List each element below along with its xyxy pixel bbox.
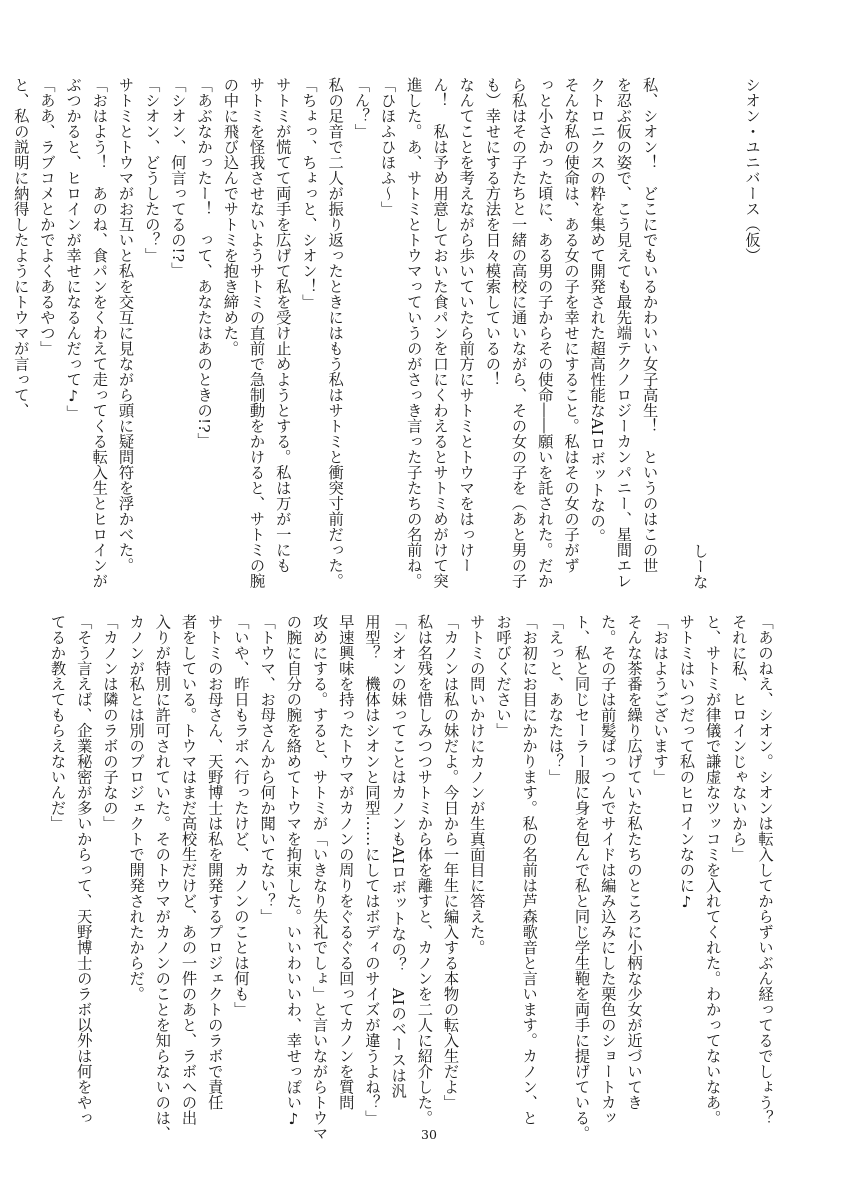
text-line: お呼びください」 xyxy=(493,614,512,738)
story-author: しーな xyxy=(690,542,709,589)
text-line: 「ちょっ、ちょっと、シオン！」 xyxy=(299,77,318,310)
text-line: 「あぶなかったー！ って、あなたはあのときの!?」 xyxy=(195,77,214,449)
text-line: 「シオン、何言ってるの!?」 xyxy=(168,77,187,278)
text-line: 「いや、昨日もラボへ行ったけど、カノンのことは何も」 xyxy=(231,614,250,1017)
story-title: シオン・ユニバース（仮） xyxy=(743,77,761,263)
text-line: そんな茶番を繰り広げていた私たちのところに小柄な少女が近づいてき xyxy=(624,614,643,1110)
text-line: カノンが私とは別のプロジェクトで開発されたからだ。 xyxy=(127,614,146,1002)
text-line: サトミとトウマがお互いと私を交互に見ながら頭に疑問符を浮かべた。 xyxy=(116,77,135,573)
text-line: 「おはようございます」 xyxy=(651,614,670,785)
page-number: 30 xyxy=(421,1127,437,1142)
text-line: の腕に自分の腕を絡めてトウマを拘束した。いいわいいわ、幸せっぽい♪ xyxy=(284,614,303,1129)
text-line: クトロニクスの粋を集めて開発された超高性能なAIロボットなの。 xyxy=(588,77,607,544)
text-line: 私、シオン！ どこにでもいるかわいい女子高生！ というのはこの世 xyxy=(640,77,659,573)
text-line: 「おはよう！ あのね、食パンをくわえて走ってくる転入生とヒロインが xyxy=(90,77,109,589)
text-line: を忍ぶ仮の姿で、こう見えても最先端テクノロジーカンパニー、星間エレ xyxy=(614,77,633,589)
text-line: 「あのねえ、シオン。シオンは転入してからずいぶん経ってるでしょう？ xyxy=(756,614,774,1126)
text-line: サトミが慌てて両手を広げて私を受け止めようとする。私は万が一にも xyxy=(273,77,292,573)
text-line: ト、私と同じセーラー服に身を包んで私と同じ学生鞄を両手に提げている。 xyxy=(572,614,591,1141)
text-line: 「えっと、あなたは？」 xyxy=(546,614,565,785)
text-line: と、サトミが律儀で謙虚なツッコミを入れてくれた。わかってないなあ。 xyxy=(703,614,722,1126)
text-line: も）幸せにする方法を日々模索しているの！ xyxy=(483,77,502,387)
text-line: っと小さかった頃に、ある男の子からその使命――願いを託された。だか xyxy=(535,77,554,589)
text-line: の中に飛び込んでサトミを抱き締めた。 xyxy=(221,77,240,356)
text-line: それに私、ヒロインじゃないから」 xyxy=(729,614,748,862)
text-line: 「お初にお目にかかります。私の名前は芦森歌音と言います。カノン、と xyxy=(520,614,539,1126)
text-line: 「ひほふひほふ～」 xyxy=(378,77,397,217)
text-line: 早速興味を持ったトウマがカノンの周りをぐるぐる回ってカノンを質問 xyxy=(336,614,355,1110)
text-line: ん！ 私は予め用意しておいた食パンを口にくわえるとサトミめがけて突 xyxy=(430,77,449,589)
text-line: と、私の説明に納得したようにトウマが言って、 xyxy=(11,77,30,418)
text-line: た。その子は前髪ぱっつんでサイドは編み込みにした栗色のショートカッ xyxy=(598,614,617,1126)
text-line: ら私はその子たちと一緒の高校に通いながら、その女の子を（あと男の子 xyxy=(509,77,528,589)
text-line: てるか教えてもらえないんだ」 xyxy=(48,614,67,831)
text-line: サトミのお母さん、天野博士は私を開発するプロジェクトのラボで責任 xyxy=(205,614,224,1110)
text-line: 「トウマ、お母さんから何か聞いてない？」 xyxy=(258,614,277,924)
text-line: 私の足音で二人が振り返ったときにはもう私はサトミと衝突寸前だった。 xyxy=(326,77,345,589)
text-line: なんてことを考えながら歩いていたら前方にサトミとトウマをはっけー xyxy=(457,77,476,573)
text-line: ぶつかると、ヒロインが幸せになるんだって♪」 xyxy=(64,77,83,421)
text-line: 攻めにする。すると、サトミが「いきなり失礼でしょ」と言いながらトウマ xyxy=(310,614,329,1141)
text-line: 「シオン、どうしたの？」 xyxy=(142,77,161,263)
text-line: そんな私の使命は、ある女の子を幸せにすること。私はその女の子がず xyxy=(561,77,580,573)
text-line: 進した。あ、サトミとトウマっていうのがさっき言った子たちの名前ね。 xyxy=(404,77,423,589)
text-line: サトミはいつだって私のヒロインなのに♪ xyxy=(677,614,696,912)
text-line: 「そう言えば、企業秘密が多いからって、天野博士のラボ以外は何をやっ xyxy=(74,614,93,1126)
text-line: 私は名残を惜しみつつサトミから体を離すと、カノンを二人に紹介した。 xyxy=(415,614,434,1126)
text-line: 入りが特別に許可されていた。そのトウマがカノンのことを知らないのは、 xyxy=(153,614,172,1141)
upper-text-block xyxy=(11,77,765,589)
text-line: 「カノンは隣のラボの子なの」 xyxy=(100,614,119,831)
text-line: サトミの問いかけにカノンが生真面目に答えた。 xyxy=(467,614,486,955)
text-line: サトミを怪我させないようサトミの直前で急制動をかけると、サトミの腕 xyxy=(247,77,266,589)
text-line: 者をしている。トウマはまだ高校生だけど、あの一件のあと、ラボへの出 xyxy=(179,614,198,1126)
text-line: 「カノンは私の妹だよ。今日から一年生に編入する本物の転入生だよ」 xyxy=(441,614,460,1110)
text-line: 「シオンの妹ってことはカノンもAIロボットなの？ AIのベースは汎 xyxy=(389,614,408,1099)
text-line: 「ん？」 xyxy=(352,77,371,139)
text-line: 用型？ 機体はシオンと同型……にしてはボディのサイズが違うよね？」 xyxy=(362,614,381,1126)
text-line: 「ああ、ラブコメとかでよくあるやつ」 xyxy=(37,77,56,356)
